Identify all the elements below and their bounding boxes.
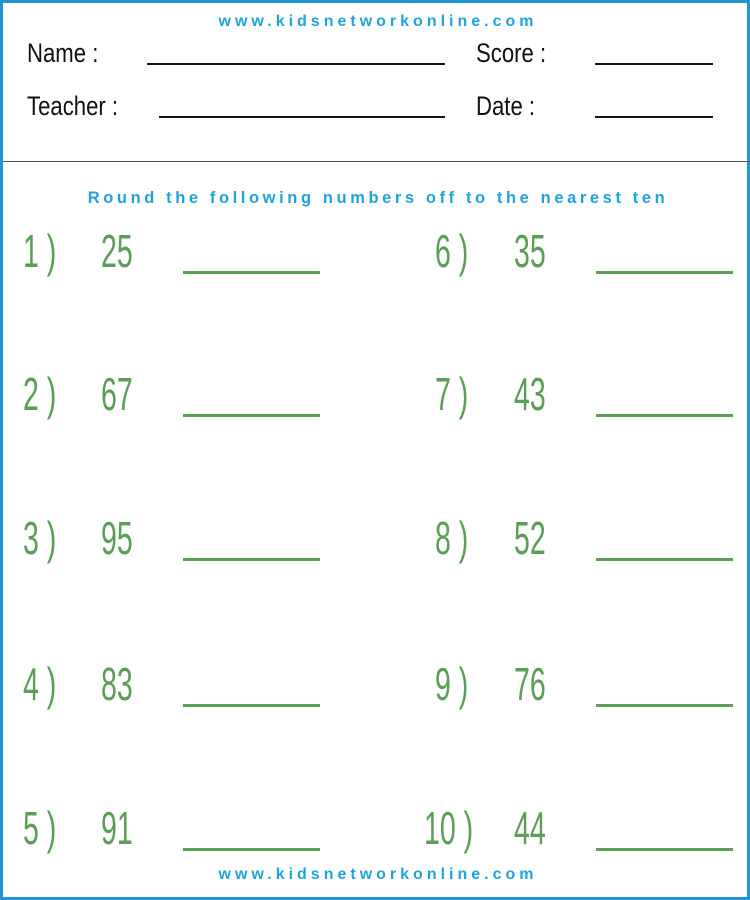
problem-number: 2 ) xyxy=(23,368,57,420)
header-divider xyxy=(3,161,750,162)
answer-field[interactable] xyxy=(183,704,320,707)
problem-7 xyxy=(378,367,750,437)
problem-value: 43 xyxy=(514,368,546,420)
answer-field[interactable] xyxy=(596,414,733,417)
problem-value: 25 xyxy=(101,225,133,277)
problem-value: 35 xyxy=(514,225,546,277)
site-url-top[interactable]: www.kidsnetworkonline.com xyxy=(218,13,538,30)
answer-field[interactable] xyxy=(596,271,733,274)
problem-5 xyxy=(3,801,378,871)
problem-number: 9 ) xyxy=(435,658,469,710)
teacher-label: Teacher : xyxy=(27,91,119,121)
problem-10 xyxy=(378,801,750,871)
date-field[interactable] xyxy=(595,116,713,118)
answer-field[interactable] xyxy=(596,558,733,561)
problem-number: 6 ) xyxy=(435,225,469,277)
problem-value: 44 xyxy=(514,802,546,854)
name-label: Name : xyxy=(27,38,99,68)
score-field[interactable] xyxy=(595,63,713,65)
teacher-field[interactable] xyxy=(159,116,445,118)
instruction-text: Round the following numbers off to the nearest ten xyxy=(87,189,669,207)
problem-8 xyxy=(378,511,750,581)
answer-field[interactable] xyxy=(596,848,733,851)
problem-number: 3 ) xyxy=(23,512,57,564)
problem-value: 83 xyxy=(101,658,133,710)
site-url-bottom[interactable]: www.kidsnetworkonline.com xyxy=(218,866,538,883)
problem-number: 10 ) xyxy=(424,802,474,854)
problem-value: 67 xyxy=(101,368,133,420)
problem-value: 52 xyxy=(514,512,546,564)
problem-1 xyxy=(3,224,378,294)
problem-9 xyxy=(378,657,750,727)
answer-field[interactable] xyxy=(596,704,733,707)
problem-3 xyxy=(3,511,378,581)
problem-4 xyxy=(3,657,378,727)
score-label: Score : xyxy=(476,38,547,68)
problem-6 xyxy=(378,224,750,294)
problem-value: 95 xyxy=(101,512,133,564)
problem-2 xyxy=(3,367,378,437)
problem-number: 1 ) xyxy=(23,225,57,277)
answer-field[interactable] xyxy=(183,848,320,851)
answer-field[interactable] xyxy=(183,558,320,561)
problem-value: 91 xyxy=(101,802,133,854)
name-field[interactable] xyxy=(147,63,445,65)
date-label: Date : xyxy=(476,91,536,121)
answer-field[interactable] xyxy=(183,271,320,274)
problem-value: 76 xyxy=(514,658,546,710)
problem-number: 8 ) xyxy=(435,512,469,564)
answer-field[interactable] xyxy=(183,414,320,417)
problem-number: 4 ) xyxy=(23,658,57,710)
problem-number: 5 ) xyxy=(23,802,57,854)
problem-number: 7 ) xyxy=(435,368,469,420)
